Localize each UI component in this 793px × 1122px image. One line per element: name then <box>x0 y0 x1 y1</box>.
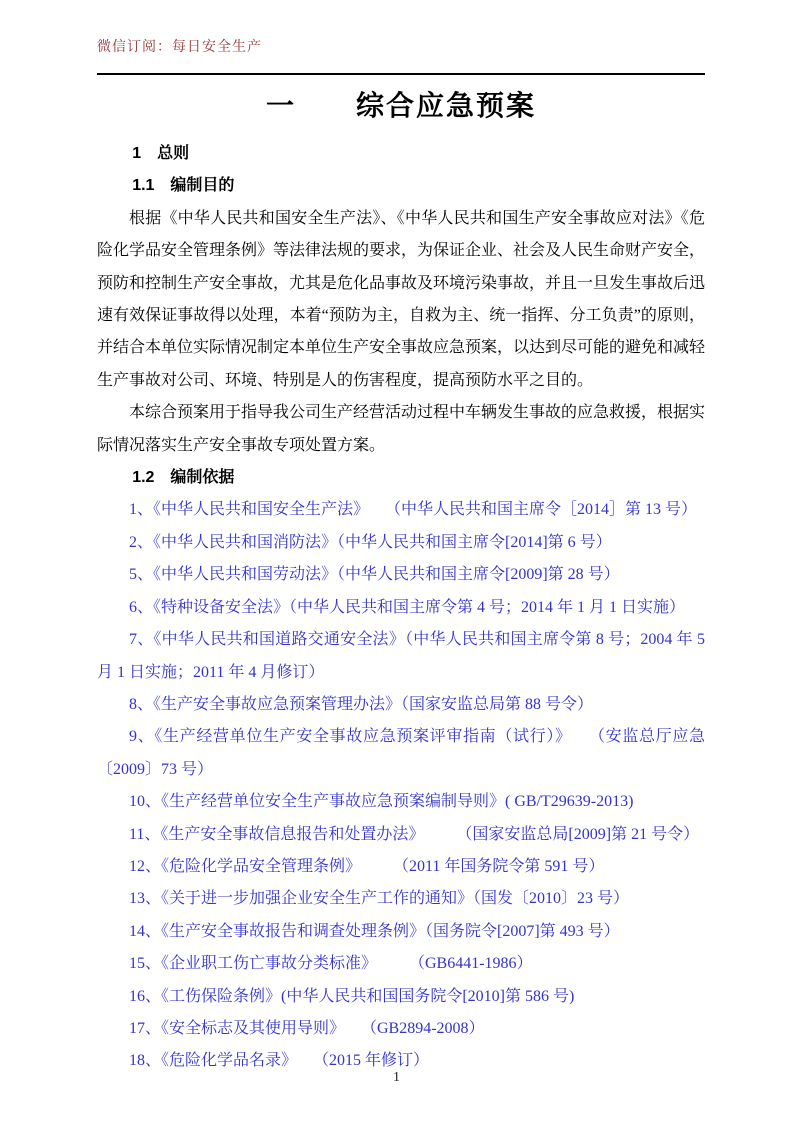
reference-item-18: 18、《危险化学品名录》 （2015 年修订） <box>129 1052 430 1070</box>
reference-item-9: 9、《生产经营单位生产安全事故应急预案评审指南（试行）》 （安监总厅应急〔2009〕73 号） <box>97 728 705 778</box>
reference-item-16: 16、《工伤保险条例》(中华人民共和国国务院令[2010]第 586 号) <box>129 987 575 1005</box>
document-title: 一 综合应急预案 <box>265 91 536 122</box>
reference-item-17: 17、《安全标志及其使用导则》 （GB2894-2008） <box>129 1019 485 1037</box>
reference-item-12: 12、《危险化学品安全管理条例》 （2011 年国务院令第 591 号） <box>129 857 605 875</box>
reference-item-6: 6、《特种设备安全法》（中华人民共和国主席令第 4 号；2014 年 1 月 1 日实施） <box>129 598 686 616</box>
section-heading-1: 1 总则 <box>132 145 190 162</box>
reference-item-8: 8、《生产安全事故应急预案管理办法》（国家安监总局第 88 号令） <box>129 695 594 713</box>
reference-item-1: 1、《中华人民共和国安全生产法》 （中华人民共和国主席令［2014］第 13 号） <box>129 501 698 519</box>
references-list <box>97 494 705 1077</box>
reference-item-5: 5、《中华人民共和国劳动法》（中华人民共和国主席令[2009]第 28 号） <box>129 566 620 584</box>
section-heading-1-1: 1.1 编制目的 <box>132 177 235 195</box>
reference-item-13: 13、《关于进一步加强企业安全生产工作的通知》（国发〔2010〕23 号） <box>129 890 630 908</box>
reference-item-7: 7、《中华人民共和国道路交通安全法》（中华人民共和国主席令第 8 号；2004 年 5 月 1 日实施；2011 年 4 月修订） <box>97 631 705 681</box>
reference-item-10: 10、《生产经营单位安全生产事故应急预案编制导则》( GB/T29639-2013) <box>129 793 634 811</box>
reference-item-14: 14、《生产安全事故报告和调查处理条例》（国务院令[2007]第 493 号） <box>129 922 620 940</box>
reference-item-11: 11、《生产安全事故信息报告和处置办法》 （国家安监总局[2009]第 21 号令） <box>129 825 700 843</box>
reference-item-15: 15、《企业职工伤亡事故分类标准》 （GB6441-1986） <box>129 955 533 973</box>
paragraph-purpose-1: 根据《中华人民共和国安全生产法》、《中华人民共和国生产安全事故应对法》《危险化学品安全管理条例》等法律法规的要求，为保证企业、社会及人民生命财产安全，预防和控制生产安全事故，尤其是危化品事故及环境污染事故，并且一旦发生事故后迅速有效保证事故得以处理，本着“预防为主，自救为主、统一指挥、分工负责”的原则，并结合本单位实际情况制定本单位生产安全事故应急预案，以达到尽可能的避免和减轻生产事故对公司、环境、特别是人的伤害程度，提高预防水平之目的。 <box>97 209 706 389</box>
section-heading-1-2: 1.2 编制依据 <box>132 469 235 487</box>
page-number: 1 <box>393 1070 400 1085</box>
header-subscription-text: 微信订阅：每日安全生产 <box>97 40 262 55</box>
document-body <box>97 138 705 1078</box>
paragraph-purpose-2: 本综合预案用于指导我公司生产经营活动过程中车辆发生事故的应急救援，根据实际情况落实生产安全事故专项处置方案。 <box>97 404 706 454</box>
page-header <box>97 0 705 75</box>
reference-item-2: 2、《中华人民共和国消防法》（中华人民共和国主席令[2014]第 6 号） <box>129 533 612 551</box>
